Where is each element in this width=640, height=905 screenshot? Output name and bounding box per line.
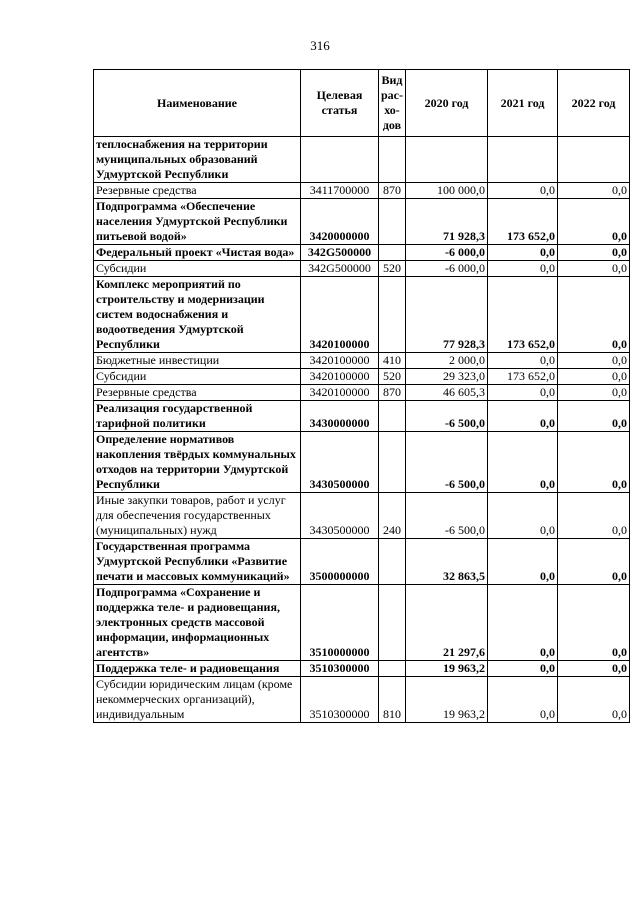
cell-target-article: 3420100000 <box>301 385 379 401</box>
cell-name: Субсидии <box>94 261 301 277</box>
header-name: Наименование <box>94 70 301 137</box>
cell-name: Субсидии юридическим лицам (кроме некоммерческих организаций), индивидуальным <box>94 677 301 723</box>
table-row <box>94 661 630 677</box>
cell-target-article <box>301 137 379 183</box>
cell-2021: 0,0 <box>488 661 558 677</box>
cell-2022: 0,0 <box>558 199 630 245</box>
cell-expense-type <box>379 277 406 353</box>
cell-expense-type <box>379 432 406 493</box>
cell-expense-type: 870 <box>379 183 406 199</box>
table-row <box>94 369 630 385</box>
cell-target-article: 3510300000 <box>301 661 379 677</box>
cell-expense-type: 870 <box>379 385 406 401</box>
cell-2021: 173 652,0 <box>488 277 558 353</box>
cell-2021: 0,0 <box>488 183 558 199</box>
cell-2022: 0,0 <box>558 493 630 539</box>
cell-2022: 0,0 <box>558 539 630 585</box>
cell-name: теплоснабжения на территории муниципальных образований Удмуртской Республики <box>94 137 301 183</box>
cell-2021: 0,0 <box>488 401 558 432</box>
cell-name: Бюджетные инвестиции <box>94 353 301 369</box>
cell-2022: 0,0 <box>558 353 630 369</box>
cell-2020 <box>406 137 488 183</box>
cell-name: Подпрограмма «Сохранение и поддержка теле- и радиовещания, электронных средств массовой информации, информационных агентств» <box>94 585 301 661</box>
cell-2022: 0,0 <box>558 661 630 677</box>
cell-2021: 0,0 <box>488 261 558 277</box>
cell-target-article: 342G500000 <box>301 245 379 261</box>
cell-2021: 173 652,0 <box>488 369 558 385</box>
cell-target-article: 3510000000 <box>301 585 379 661</box>
cell-2022: 0,0 <box>558 277 630 353</box>
cell-expense-type: 520 <box>379 369 406 385</box>
header-2021: 2021 год <box>488 70 558 137</box>
cell-target-article: 3411700000 <box>301 183 379 199</box>
cell-expense-type: 410 <box>379 353 406 369</box>
cell-2020: 19 963,2 <box>406 661 488 677</box>
cell-2021: 0,0 <box>488 385 558 401</box>
cell-name: Определение нормативов накопления твёрдых коммунальных отходов на территории Удмуртской Республики <box>94 432 301 493</box>
table-row <box>94 493 630 539</box>
table-row <box>94 585 630 661</box>
cell-2020: -6 000,0 <box>406 261 488 277</box>
budget-table <box>93 69 630 723</box>
table-row <box>94 245 630 261</box>
cell-name: Комплекс мероприятий по строительству и модернизации систем водоснабжения и водоотведения Удмуртской Республики <box>94 277 301 353</box>
cell-2020: 71 928,3 <box>406 199 488 245</box>
cell-expense-type: 810 <box>379 677 406 723</box>
cell-expense-type <box>379 199 406 245</box>
cell-2020: -6 000,0 <box>406 245 488 261</box>
cell-expense-type <box>379 661 406 677</box>
cell-target-article: 3430000000 <box>301 401 379 432</box>
cell-2021: 0,0 <box>488 432 558 493</box>
cell-expense-type: 520 <box>379 261 406 277</box>
table-row <box>94 261 630 277</box>
cell-2021: 0,0 <box>488 585 558 661</box>
table-row <box>94 539 630 585</box>
cell-expense-type <box>379 401 406 432</box>
cell-2020: 2 000,0 <box>406 353 488 369</box>
cell-2020: 32 863,5 <box>406 539 488 585</box>
cell-2022: 0,0 <box>558 401 630 432</box>
table-row <box>94 385 630 401</box>
cell-2020: 77 928,3 <box>406 277 488 353</box>
cell-2020: 21 297,6 <box>406 585 488 661</box>
header-2022: 2022 год <box>558 70 630 137</box>
cell-name: Резервные средства <box>94 183 301 199</box>
cell-name: Иные закупки товаров, работ и услуг для обеспечения государственных (муниципальных) нужд <box>94 493 301 539</box>
table-row <box>94 199 630 245</box>
table-header-row <box>94 70 630 137</box>
cell-name: Федеральный проект «Чистая вода» <box>94 245 301 261</box>
cell-target-article: 3430500000 <box>301 493 379 539</box>
cell-name: Реализация государственной тарифной политики <box>94 401 301 432</box>
cell-2022: 0,0 <box>558 369 630 385</box>
cell-2022: 0,0 <box>558 245 630 261</box>
cell-2020: 46 605,3 <box>406 385 488 401</box>
cell-2021: 0,0 <box>488 353 558 369</box>
cell-2022: 0,0 <box>558 261 630 277</box>
cell-expense-type <box>379 585 406 661</box>
cell-2021: 0,0 <box>488 493 558 539</box>
cell-2022: 0,0 <box>558 585 630 661</box>
cell-name: Поддержка теле- и радиовещания <box>94 661 301 677</box>
cell-expense-type: 240 <box>379 493 406 539</box>
header-2020: 2020 год <box>406 70 488 137</box>
cell-2020: -6 500,0 <box>406 432 488 493</box>
cell-name: Подпрограмма «Обеспечение населения Удмуртской Республики питьевой водой» <box>94 199 301 245</box>
page-number: 316 <box>310 38 330 53</box>
cell-2020: 100 000,0 <box>406 183 488 199</box>
table-row <box>94 277 630 353</box>
cell-2022 <box>558 137 630 183</box>
cell-expense-type <box>379 539 406 585</box>
cell-name: Государственная программа Удмуртской Республики «Развитие печати и массовых коммуникаций» <box>94 539 301 585</box>
table-row <box>94 432 630 493</box>
table-row <box>94 183 630 199</box>
cell-2020: -6 500,0 <box>406 401 488 432</box>
table-row <box>94 677 630 723</box>
cell-2022: 0,0 <box>558 183 630 199</box>
cell-2021 <box>488 137 558 183</box>
cell-target-article: 3430500000 <box>301 432 379 493</box>
table-row <box>94 353 630 369</box>
cell-expense-type <box>379 137 406 183</box>
cell-target-article: 3420100000 <box>301 353 379 369</box>
header-expense-type: Вид рас- хо- дов <box>379 70 406 137</box>
cell-2020: 29 323,0 <box>406 369 488 385</box>
cell-target-article: 3500000000 <box>301 539 379 585</box>
cell-2021: 0,0 <box>488 245 558 261</box>
table-row <box>94 137 630 183</box>
cell-target-article: 3420100000 <box>301 277 379 353</box>
cell-2021: 0,0 <box>488 539 558 585</box>
cell-target-article: 342G500000 <box>301 261 379 277</box>
cell-expense-type <box>379 245 406 261</box>
table-body <box>94 137 630 723</box>
table-row <box>94 401 630 432</box>
cell-target-article: 3420100000 <box>301 369 379 385</box>
cell-name: Субсидии <box>94 369 301 385</box>
cell-name: Резервные средства <box>94 385 301 401</box>
cell-2020: 19 963,2 <box>406 677 488 723</box>
cell-2022: 0,0 <box>558 385 630 401</box>
cell-2021: 173 652,0 <box>488 199 558 245</box>
cell-2020: -6 500,0 <box>406 493 488 539</box>
cell-2022: 0,0 <box>558 677 630 723</box>
cell-2022: 0,0 <box>558 432 630 493</box>
cell-target-article: 3510300000 <box>301 677 379 723</box>
header-target-article: Целевая статья <box>301 70 379 137</box>
cell-2021: 0,0 <box>488 677 558 723</box>
cell-target-article: 3420000000 <box>301 199 379 245</box>
